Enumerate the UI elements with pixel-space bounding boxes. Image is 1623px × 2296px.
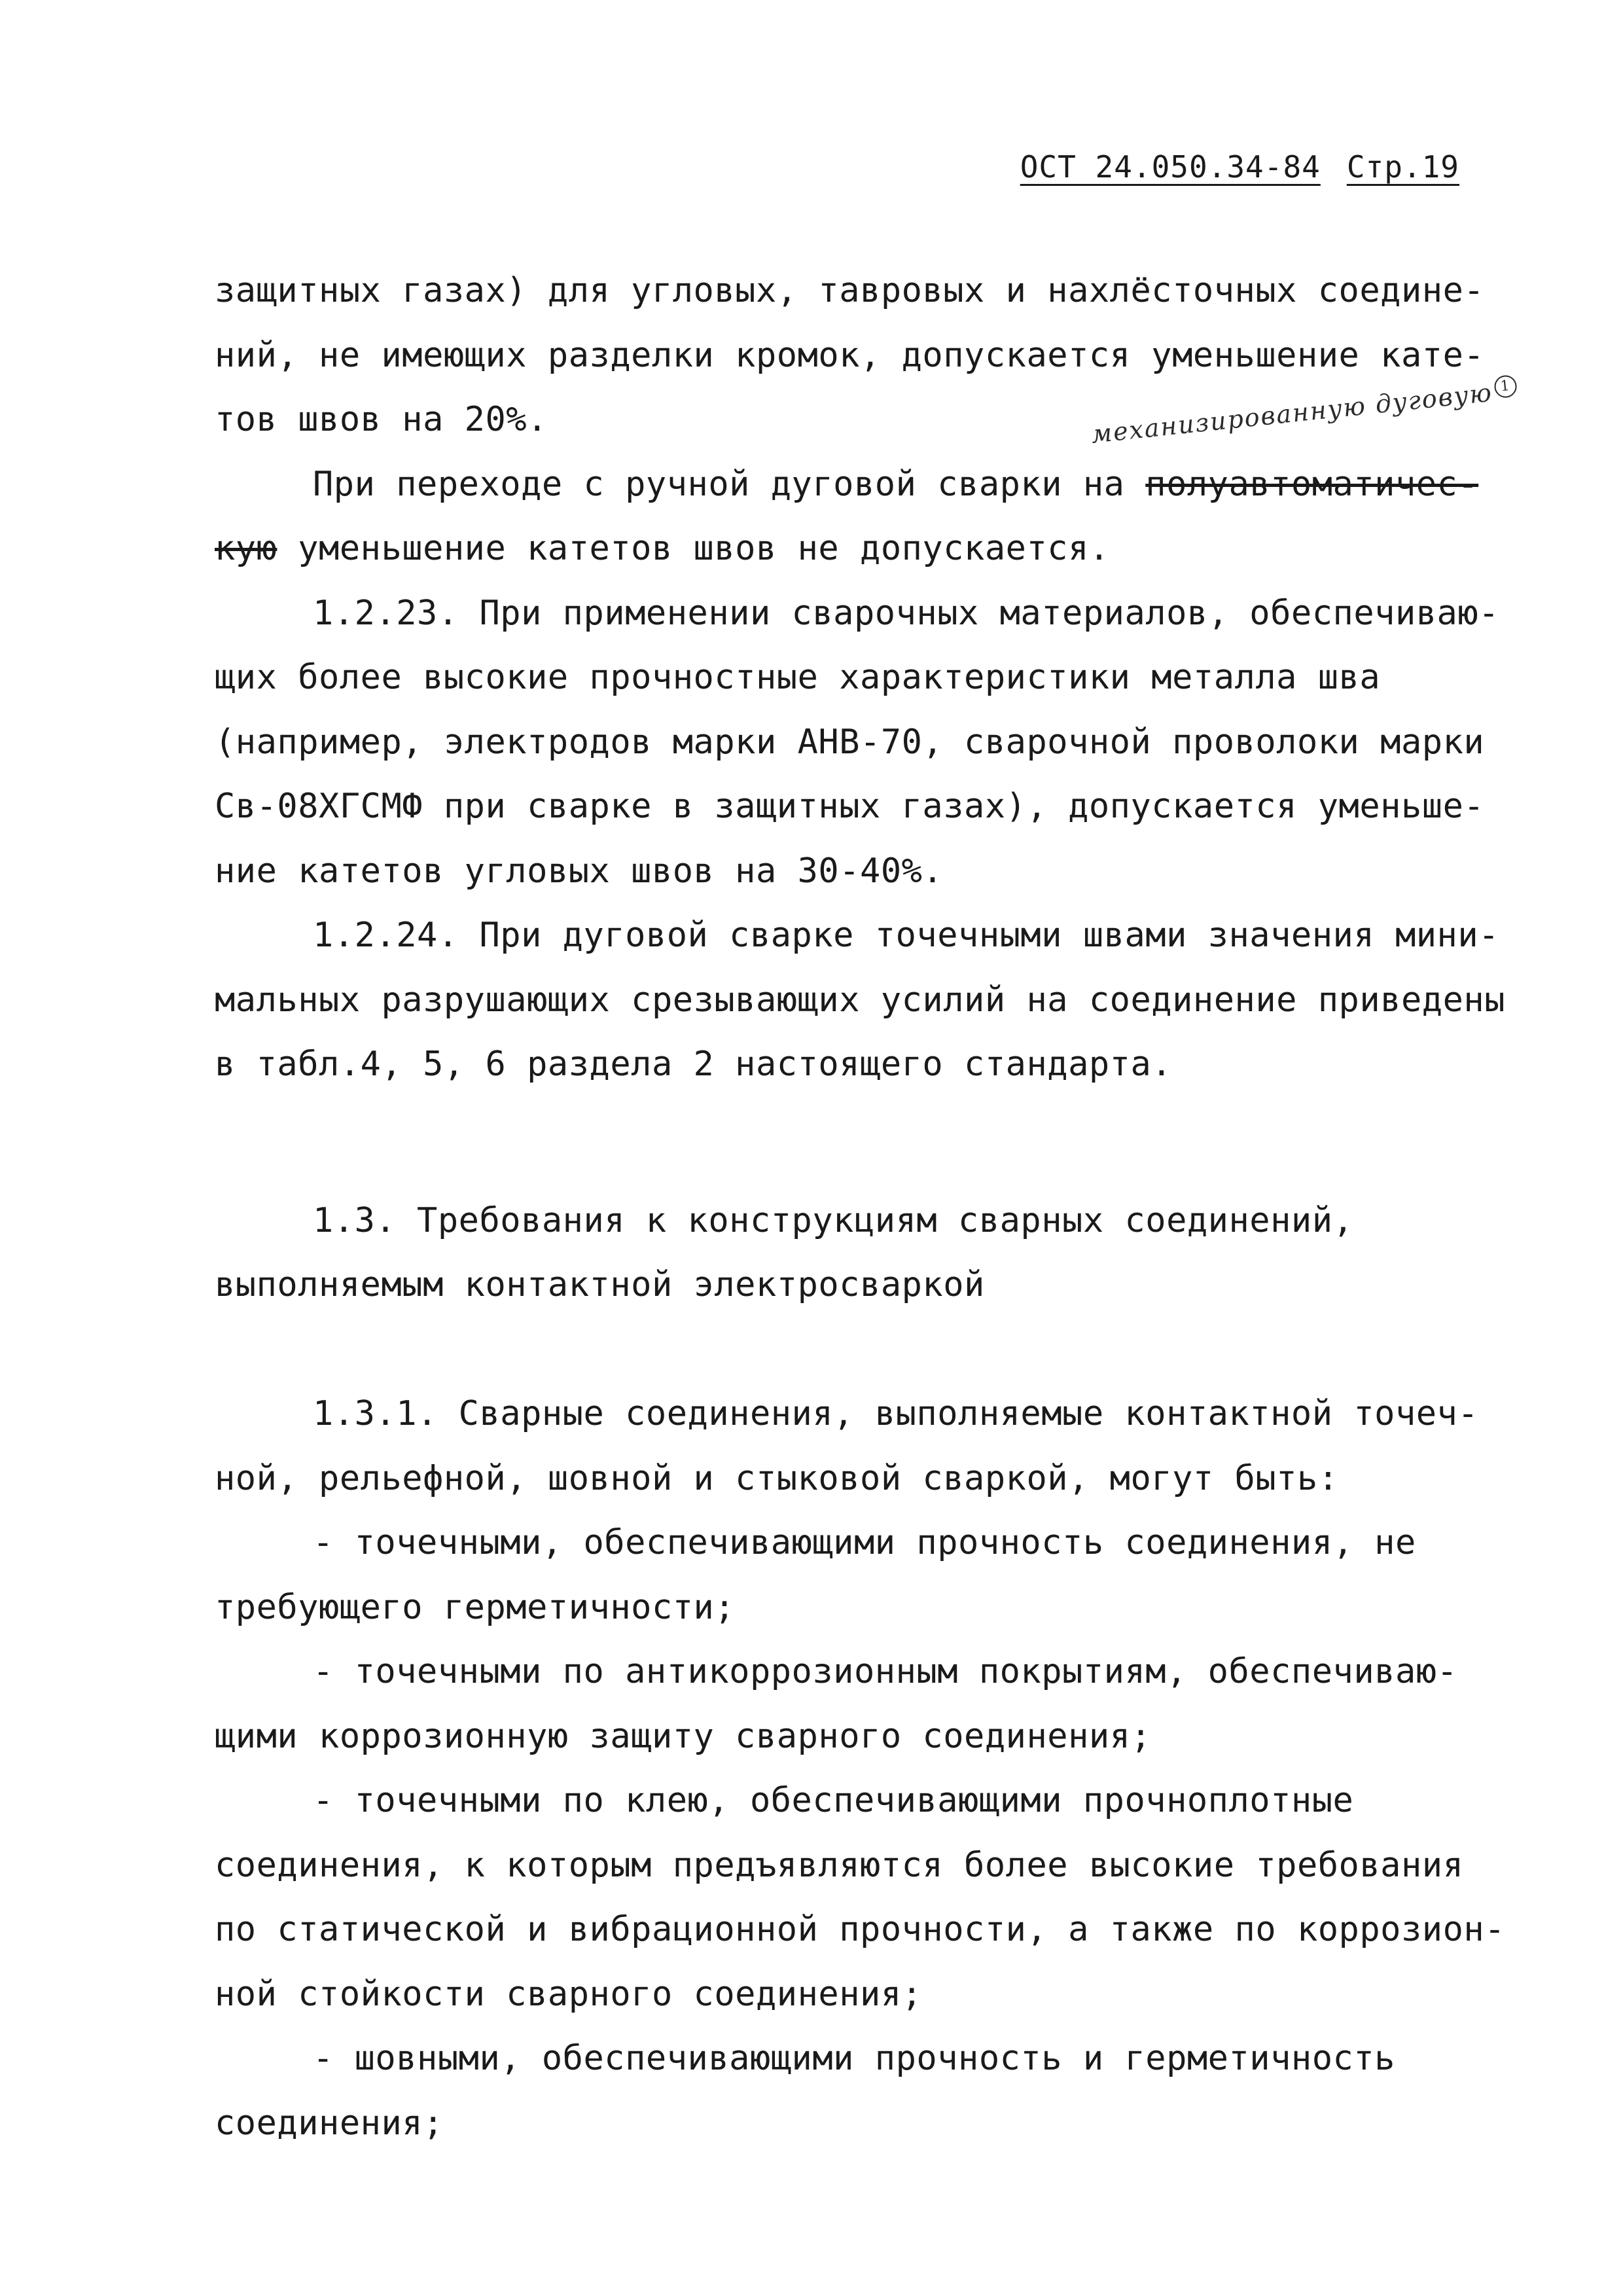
paragraph-1-2-23: 1.2.23. При применении сварочных материалов, обеспечиваю- (313, 593, 1499, 633)
text-line: ной стойкости сварного соединения; (215, 1974, 923, 2014)
text-line: по статической и вибрационной прочности, а также по коррозион- (215, 1910, 1506, 1949)
text-line: мальных разрушающих срезывающих усилий на соединение приведены (215, 980, 1506, 1020)
standard-code: ОСТ 24.050.34-84 (1020, 149, 1321, 185)
text-line: ние катетов угловых швов на 30-40%. (215, 851, 944, 891)
text-line: ний, не имеющих разделки кромок, допускается уменьшение кате- (215, 335, 1485, 375)
text-line: соединения; (215, 2103, 444, 2143)
list-item: - точечными по антикоррозионным покрытиям, обеспечиваю- (313, 1652, 1458, 1691)
correction-mark: 1 (1493, 374, 1518, 399)
text-line: ной, рельефной, шовной и стыковой сваркой, могут быть: (215, 1458, 1339, 1498)
text-line: (например, электродов марки АНВ-70, сварочной проволоки марки (215, 722, 1485, 762)
paragraph-1-3-1: 1.3.1. Сварные соединения, выполняемые контактной точеч- (313, 1394, 1479, 1433)
struck-text: кую (215, 529, 277, 568)
text-fragment: При переходе с ручной дуговой сварки на (313, 464, 1146, 504)
text-line: защитных газах) для угловых, тавровых и нахлёсточных соедине- (215, 271, 1485, 310)
text-line: в табл.4, 5, 6 раздела 2 настоящего стандарта. (215, 1045, 1173, 1084)
text-line (215, 452, 1479, 517)
text-line (215, 516, 1445, 581)
text-fragment: уменьшение катетов швов не допускается. (277, 529, 1110, 568)
paragraph-1-2-24: 1.2.24. При дуговой сварке точечными швами значения мини- (313, 916, 1499, 955)
body-text (215, 259, 1506, 2155)
section-heading-continuation: выполняемым контактной электросваркой (215, 1265, 985, 1304)
spacer (215, 1097, 1445, 1189)
list-item: - точечными, обеспечивающими прочность соединения, не (313, 1523, 1416, 1562)
text-line: щих более высокие прочностные характеристики металла шва (215, 658, 1381, 697)
handwritten-correction-text: механизированную дуговую (1090, 378, 1494, 449)
struck-text: полуавтоматичес- (1145, 464, 1479, 504)
page-number: Стр.19 (1346, 149, 1459, 185)
text-line: Св-08ХГСМФ при сварке в защитных газах), допускается уменьше- (215, 787, 1485, 826)
text-line: тов швов на 20%. (215, 400, 548, 439)
list-item: - шовными, обеспечивающими прочность и герметичность (313, 2039, 1395, 2078)
page-header (1020, 149, 1459, 185)
text-line: соединения, к которым предъявляются более высокие требования (215, 1845, 1464, 1885)
spacer (215, 1318, 1445, 1382)
text-line: щими коррозионную защиту сварного соединения; (215, 1716, 1152, 1756)
text-line: требующего герметичности; (215, 1587, 736, 1627)
section-heading-1-3: 1.3. Требования к конструкциям сварных соединений, (313, 1200, 1354, 1240)
list-item: - точечными по клею, обеспечивающими прочноплотные (313, 1781, 1354, 1820)
